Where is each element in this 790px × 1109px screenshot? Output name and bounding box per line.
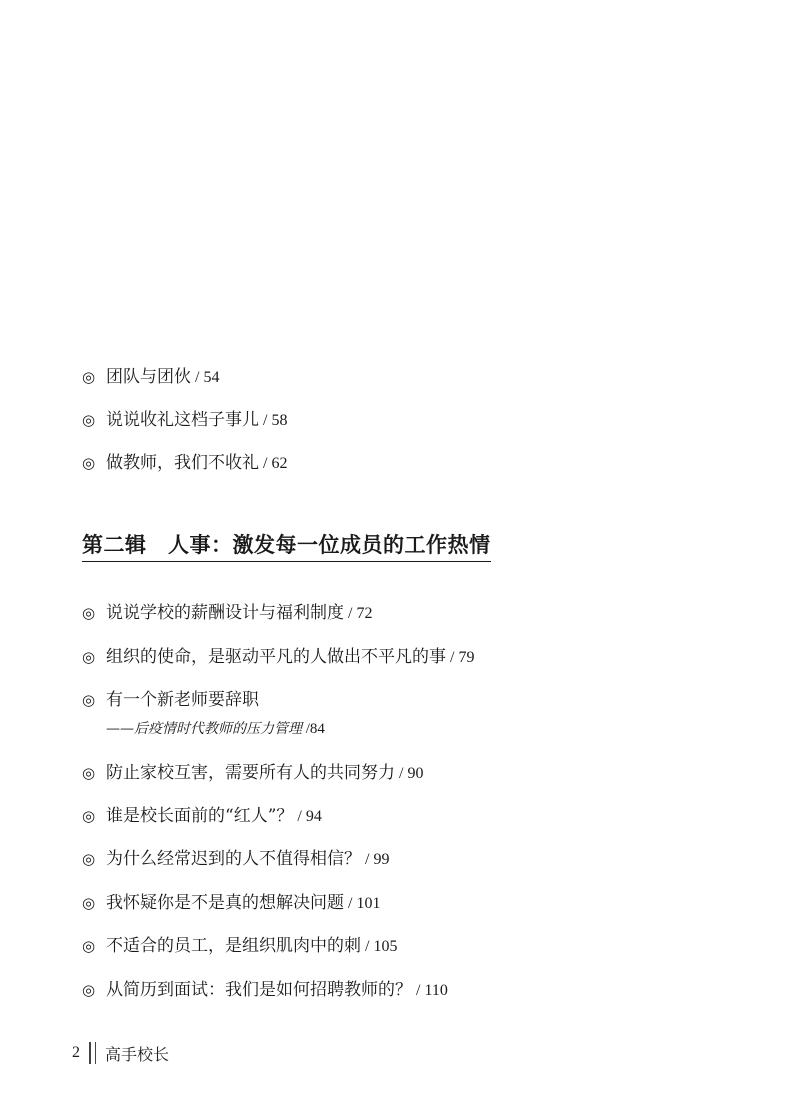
toc-entry-page: / 79	[446, 649, 475, 666]
toc-entry	[82, 762, 423, 785]
toc-entry-page: / 90	[395, 765, 424, 782]
toc-entry-title: 防止家校互害，需要所有人的共同努力	[106, 763, 395, 783]
toc-entry-title: 从简历到面试：我们是如何招聘教师的？	[106, 980, 412, 1000]
section-heading: 第二辑 人事：激发每一位成员的工作热情	[82, 531, 491, 562]
toc-entry-title: 我怀疑你是不是真的想解决问题	[106, 893, 344, 913]
toc-entry-page: / 94	[293, 808, 322, 825]
toc-entry-title: 说说收礼这档子事儿	[106, 410, 259, 430]
toc-entry	[82, 805, 322, 828]
toc-entry-page: / 58	[259, 412, 288, 429]
bullet-circle-icon: ◎	[82, 648, 96, 666]
bullet-circle-icon: ◎	[82, 764, 96, 782]
toc-entry	[82, 409, 287, 432]
toc-entry	[82, 602, 372, 625]
bullet-circle-icon: ◎	[82, 454, 96, 472]
toc-entry	[82, 848, 389, 871]
page-number: 2	[72, 1044, 80, 1061]
toc-entry-title: 做教师，我们不收礼	[106, 453, 259, 473]
toc-entry-page: / 54	[191, 369, 220, 386]
toc-entry-page: / 110	[412, 982, 448, 999]
page-footer	[72, 1041, 169, 1065]
bullet-circle-icon: ◎	[82, 981, 96, 999]
toc-entry-page: / 101	[344, 895, 381, 912]
toc-entry-title: 有一个新老师要辞职	[106, 690, 259, 710]
toc-entry-title: 说说学校的薪酬设计与福利制度	[106, 603, 344, 623]
toc-entry	[82, 892, 380, 915]
bullet-circle-icon: ◎	[82, 411, 96, 429]
toc-entry	[82, 979, 448, 1002]
toc-entry	[82, 689, 259, 712]
running-book-title: 高手校长	[105, 1044, 170, 1064]
toc-entry-page: / 105	[361, 938, 398, 955]
toc-entry-title: 谁是校长面前的“红人”？	[106, 806, 294, 826]
bullet-circle-icon: ◎	[82, 604, 96, 622]
toc-entry-title: 不适合的员工，是组织肌肉中的刺	[106, 936, 361, 956]
toc-entry	[82, 452, 287, 475]
bullet-circle-icon: ◎	[82, 691, 96, 709]
double-bar-divider	[89, 1042, 96, 1064]
bullet-circle-icon: ◎	[82, 368, 96, 386]
toc-entry-page: / 99	[361, 851, 390, 868]
toc-entry-title: 为什么经常迟到的人不值得相信？	[106, 849, 361, 869]
bullet-circle-icon: ◎	[82, 937, 96, 955]
toc-entry	[82, 646, 474, 669]
toc-entry-title: 组织的使命，是驱动平凡的人做出不平凡的事	[106, 647, 446, 667]
toc-entry-title: 团队与团伙	[106, 367, 191, 387]
toc-subtitle-page: /84	[302, 721, 325, 737]
bullet-circle-icon: ◎	[82, 807, 96, 825]
toc-entry	[82, 935, 397, 958]
toc-entry-page: / 62	[259, 455, 288, 472]
toc-entry	[82, 366, 219, 389]
toc-entry-subtitle	[106, 719, 325, 739]
bullet-circle-icon: ◎	[82, 850, 96, 868]
toc-subtitle-text: ——后疫情时代教师的压力管理	[106, 721, 302, 737]
toc-entry-page: / 72	[344, 605, 373, 622]
bullet-circle-icon: ◎	[82, 894, 96, 912]
